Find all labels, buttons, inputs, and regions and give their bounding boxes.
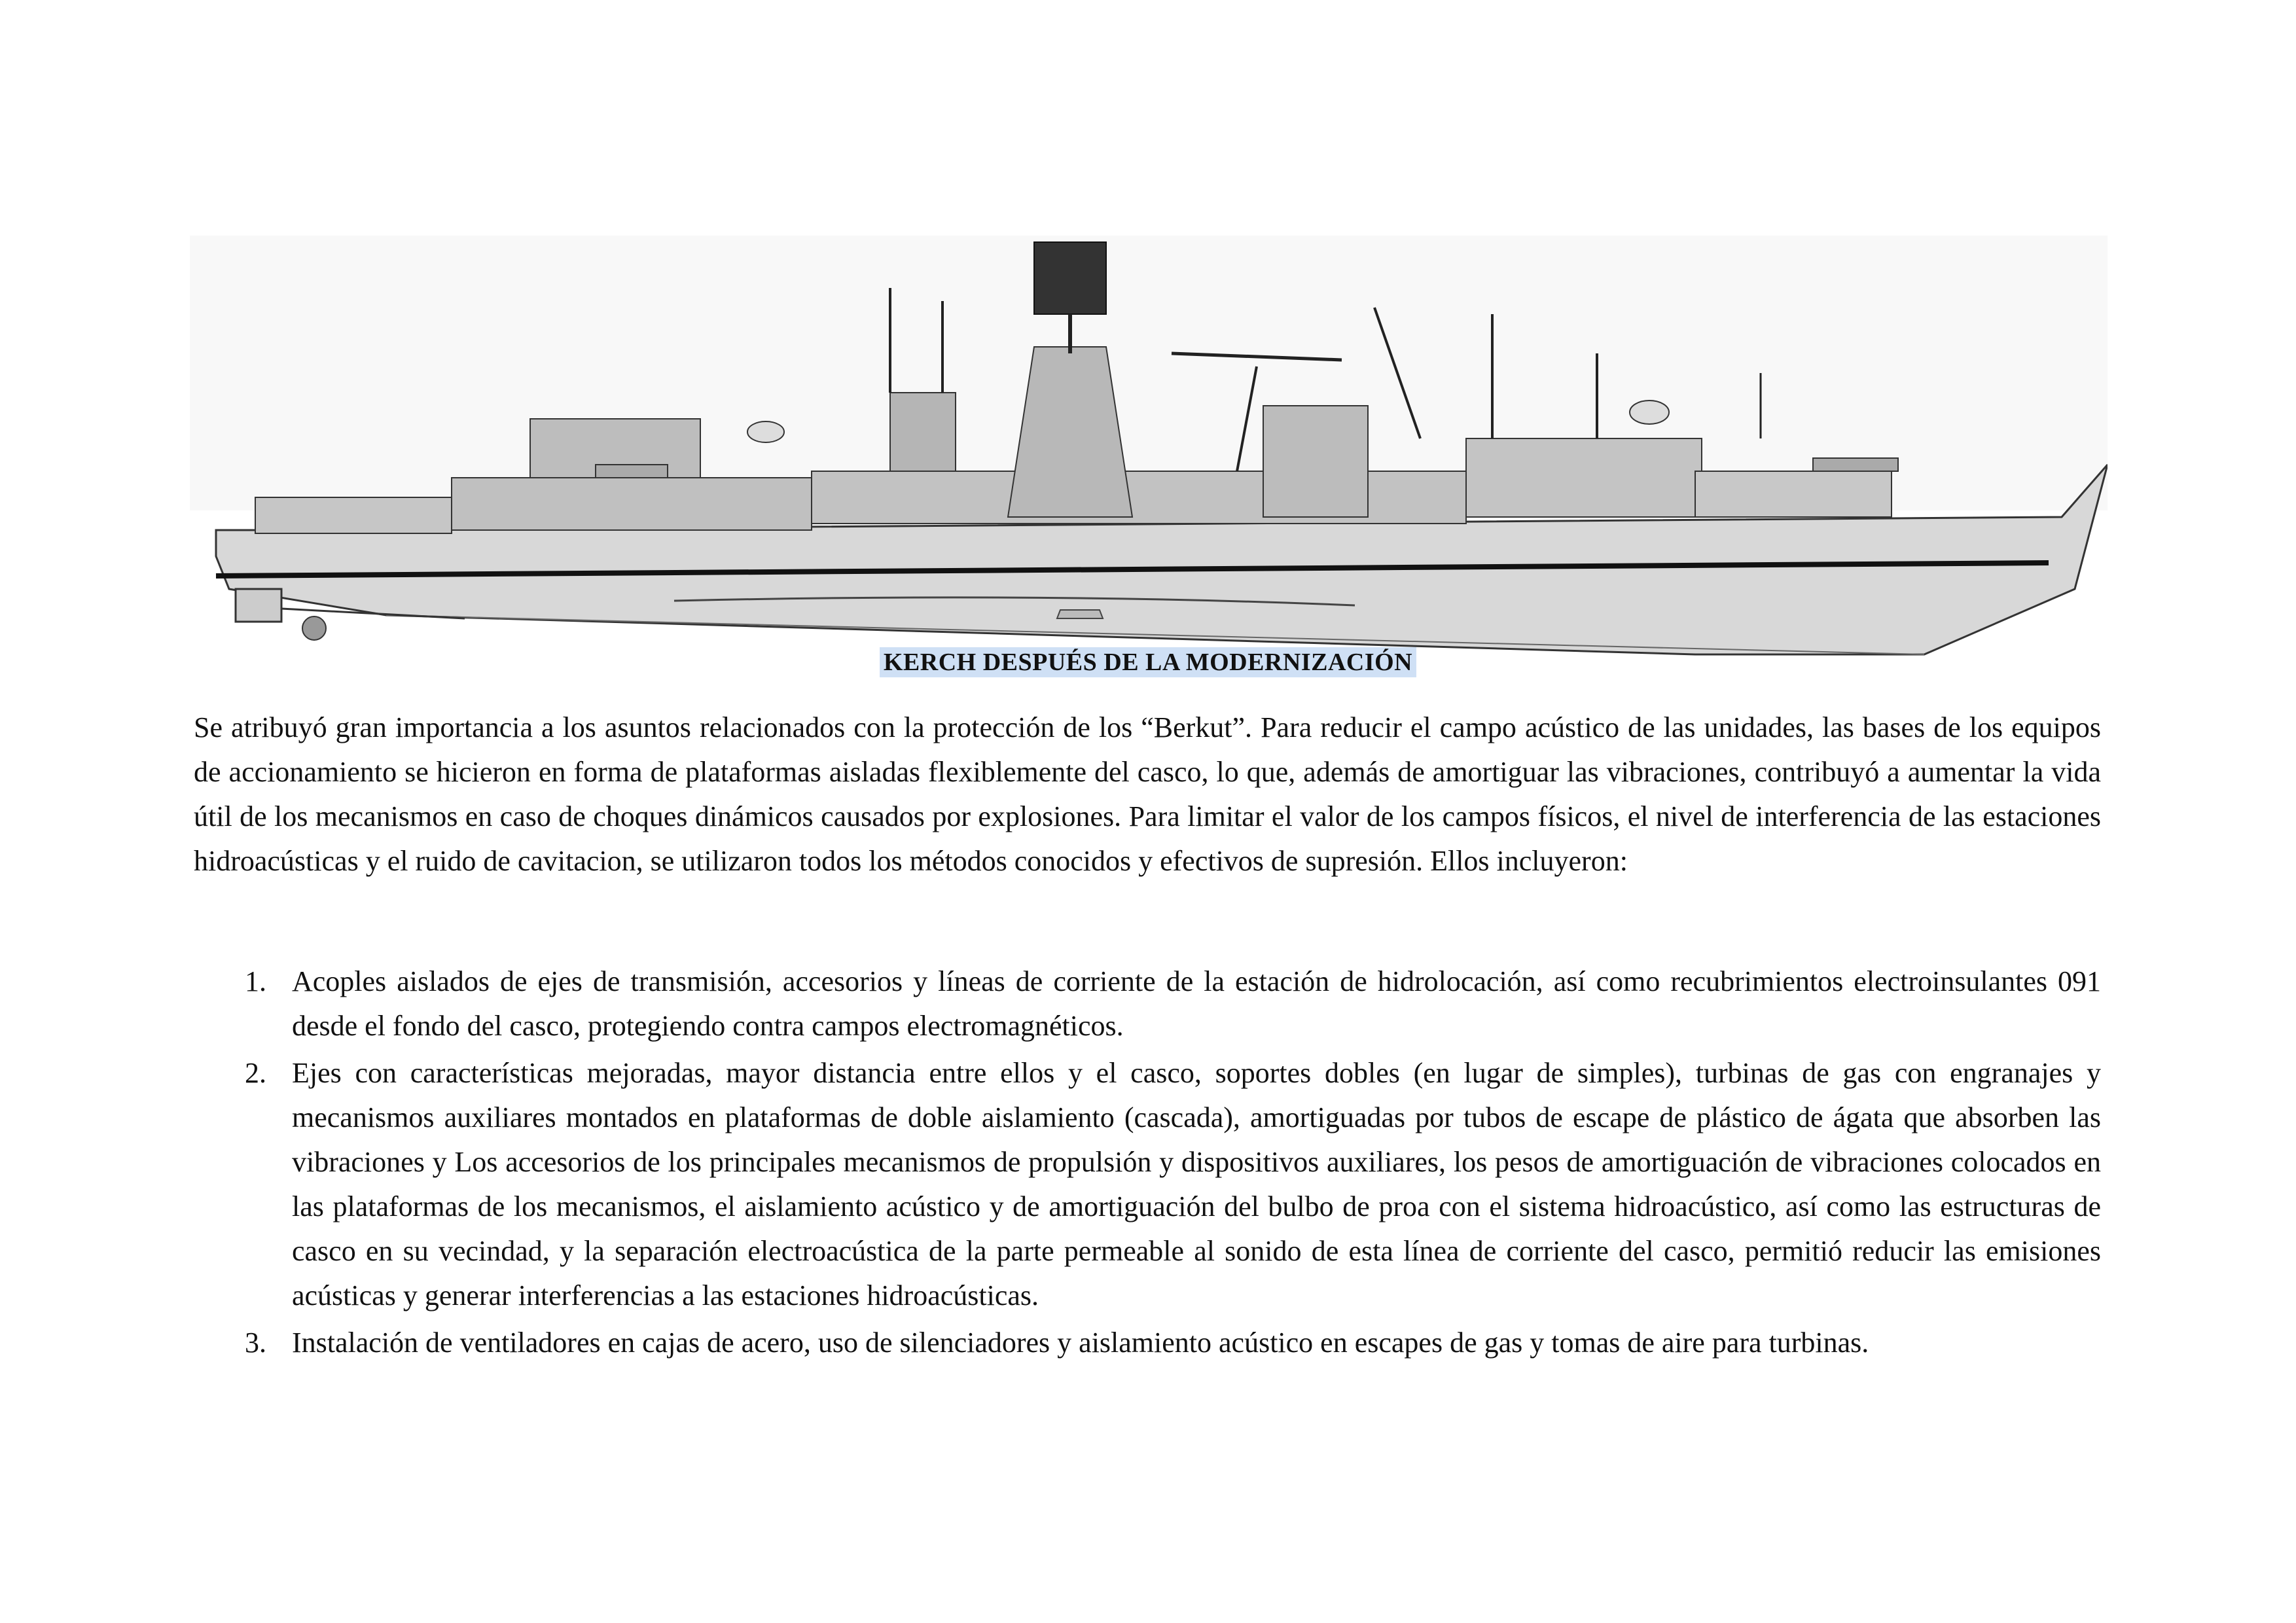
list-item-number: 3.	[245, 1327, 266, 1359]
intro-paragraph: Se atribuyó gran importancia a los asuntos relacionados con la protección de los “Berkut”. Para reducir el campo acústico de las unidades, las bases de los equipos de accionamiento se hicieron en forma de plataformas aisladas flexiblemente del casco, lo que, además de amortiguar las vibraciones, contribuyó a aumentar la vida útil de los mecanismos en caso de choques dinámicos causados por explosiones. Para limitar el valor de los campos físicos, el nivel de interferencia de las estaciones hidroacústicas y el ruido de cavitacion, se utilizaron todos los métodos conocidos y efectivos de supresión. Ellos incluyeron:	[194, 711, 2101, 877]
list-item-text: Ejes con características mejoradas, mayor distancia entre ellos y el casco, soportes dobles (en lugar de simples), turbinas de gas con engranajes y mecanismos auxiliares montados en plataformas de doble aislamiento (cascada), amortiguadas por tubos de escape de plástico de ágata que absorben las vibraciones y Los accesorios de los principales mecanismos de propulsión y dispositivos auxiliares, los pesos de amortiguación de vibraciones colocados en las plataformas de los mecanismos, el aislamiento acústico y de amortiguación del bulbo de proa con el sistema hidroacústico, así como las estructuras de casco en su vecindad, y la separación electroacústica de la parte permeable al sonido de esta línea de corriente del casco, permitió reducir las emisiones acústicas y generar interferencias a las estaciones hidroacústicas.	[292, 1057, 2101, 1311]
ship-profile-drawing	[190, 223, 2108, 661]
intro-paragraph-block	[194, 705, 2101, 883]
measures-list	[194, 959, 2101, 1365]
list-item-text: Acoples aislados de ejes de transmisión, accesorios y líneas de corriente de la estación de hidrolocación, así como recubrimientos electroinsulantes 091 desde el fondo del casco, protegiendo contra campos electromagnéticos.	[292, 965, 2101, 1042]
caption-text: KERCH DESPUÉS DE LA MODERNIZACIÓN	[880, 647, 1416, 677]
list-item	[194, 1051, 2101, 1318]
list-item	[194, 959, 2101, 1048]
list-item-text: Instalación de ventiladores en cajas de acero, uso de silenciadores y aislamiento acústico en escapes de gas y tomas de aire para turbinas.	[292, 1327, 1869, 1359]
ship-profile-figure	[190, 223, 2108, 661]
list-item	[194, 1321, 2101, 1365]
list-item-number: 2.	[245, 1057, 266, 1089]
figure-caption	[0, 648, 2296, 677]
list-item-number: 1.	[245, 965, 266, 997]
